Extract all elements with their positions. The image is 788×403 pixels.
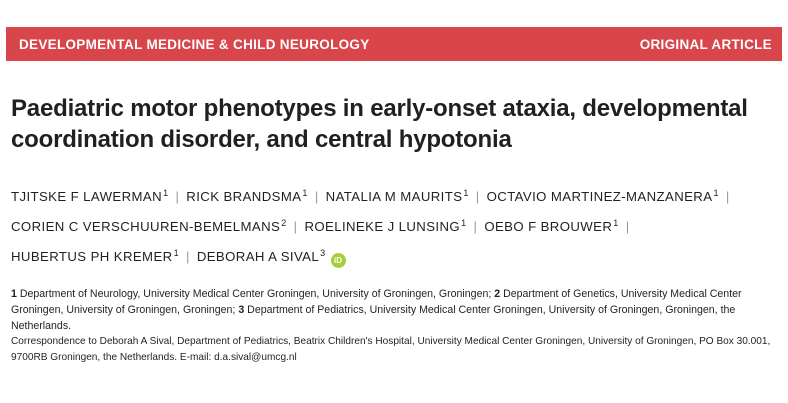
separator: | [475,189,480,204]
affiliation-number: 1 [11,288,17,300]
journal-name: DEVELOPMENTAL MEDICINE & CHILD NEUROLOGY [19,36,370,52]
author: HUBERTUS PH KREMER$^1$ [11,248,179,264]
separator: | [625,219,630,234]
affiliations [11,286,781,334]
separator: | [175,189,180,204]
affiliation-number: 2 [494,288,501,300]
author: TJITSKE F LAWERMAN$^1$ [11,188,169,204]
separator: | [473,219,478,234]
article-type: ORIGINAL ARTICLE [639,36,772,52]
author-list [11,180,781,270]
article-title [11,93,781,155]
article-title-line2: coordination disorder, and central hypotonia [11,126,512,153]
author: OEBO F BROUWER$^1$ [484,218,619,234]
journal-header-bar [6,27,782,61]
orcid-icon[interactable]: iD [331,253,346,268]
separator: | [314,189,319,204]
correspondence: Correspondence to Deborah A Sival, Department of Pediatrics, Beatrix Children's Hospital, University Medical Center Groningen, University of Groningen, PO Box 30.001, 9700RB Groningen, the Netherlands. E-mail: d.a.sival@umcg.nl [11,336,771,363]
separator: | [725,189,730,204]
author: DEBORAH A SIVAL$^3$ [196,248,326,264]
affiliation-number: 3 [238,304,245,316]
separator: | [185,249,190,264]
author: RICK BRANDSMA$^1$ [186,188,308,204]
separator: | [293,219,298,234]
author: ROELINEKE J LUNSING$^1$ [304,218,467,234]
author: OCTAVIO MARTINEZ-MANZANERA$^1$ [486,188,719,204]
affiliation-text: Department of Neurology, University Medical Center Groningen, University of Groningen, Groningen; [16,288,495,300]
author: NATALIA M MAURITS$^1$ [325,188,469,204]
author: CORIEN C VERSCHUUREN-BEMELMANS$^2$ [11,218,287,234]
article-title-line1: Paediatric motor phenotypes in early-onset ataxia, developmental [11,95,748,122]
affiliation-text: Department of Genetics, University Medical Center Groningen, University of Groningen, Groningen; [11,288,742,316]
affiliation-text: Department of Pediatrics, University Medical Center Groningen, University of Groningen, Groningen, the Netherlands. [11,304,736,332]
